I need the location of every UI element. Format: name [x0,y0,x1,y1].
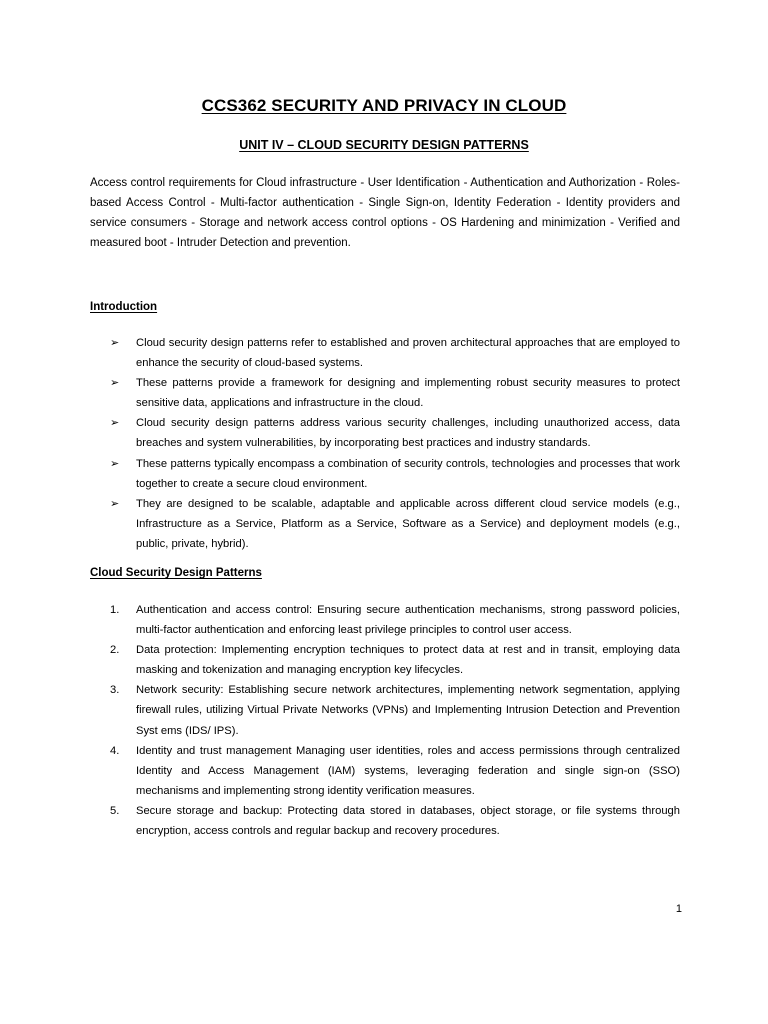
introduction-heading: Introduction [90,301,158,313]
item-number: 1. [110,604,120,616]
arrow-bullet-icon: ➢ [110,337,120,349]
item-number: 5. [110,804,120,817]
bullet-text: These patterns provide a framework for designing and implementing robust security measures to protect sensitive data, applications and infrastructure in the cloud. [136,377,680,410]
item-number: 2. [110,644,120,657]
item-text: Network security: Establishing secure network architectures, implementing network segmentation, applying firewall rules, utilizing Virtual Private Networks (VPNs) and Implementing Intrusion Detection and Prevention Syst ems (IDS/ IPS). [136,684,680,737]
item-number: 4. [110,744,120,757]
introduction-bullet-list [90,333,680,554]
bullet-text: These patterns typically encompass a combination of security controls, technologies and processes that work together to create a secure cloud environment. [136,457,680,490]
item-text: Data protection: Implementing encryption techniques to protect data at rest and in transit, employing data masking and tokenization and managing encryption key lifecycles. [136,644,680,677]
bullet-text: Cloud security design patterns address various security challenges, including unauthorized access, data breaches and system vulnerabilities, by incorporating best practices and industry standards. [136,417,680,450]
list-item [90,333,680,373]
list-item [90,801,680,841]
bullet-text: They are designed to be scalable, adaptable and applicable across different cloud service models (e.g., Infrastructure as a Service, Platform as a Service, Software as a Service) and deployment models (e.g., public, private, hybrid). [136,497,680,550]
list-item [90,373,680,413]
list-item [90,680,680,740]
bullet-text: Cloud security design patterns refer to established and proven architectural approaches that are employed to enhance the security of cloud-based systems. [136,337,680,370]
item-text: Secure storage and backup: Protecting data stored in databases, object storage, or file systems through encryption, access controls and regular backup and recovery procedures. [136,804,680,838]
unit-subtitle: UNIT IV – CLOUD SECURITY DESIGN PATTERNS [239,138,529,152]
arrow-bullet-icon: ➢ [110,377,120,390]
item-text: Authentication and access control: Ensuring secure authentication mechanisms, strong password policies, multi-factor authentication and enforcing least privilege principles to control user access. [136,604,680,637]
arrow-bullet-icon: ➢ [110,457,120,470]
item-text: Identity and trust management Managing user identities, roles and access permissions through centralized Identity and Access Management (IAM) systems, leveraging federation and single sign-on (SSO) mechanisms and implementing strong identity verification measures. [136,744,680,797]
document-title: CCS362 SECURITY AND PRIVACY IN CLOUD [201,96,567,115]
list-item [90,741,680,801]
list-item [90,494,680,554]
arrow-bullet-icon: ➢ [110,417,120,430]
list-item [90,640,680,680]
list-item [90,413,680,453]
arrow-bullet-icon: ➢ [110,497,120,510]
patterns-heading: Cloud Security Design Patterns [90,567,262,579]
syllabus-paragraph: Access control requirements for Cloud infrastructure - User Identification - Authentication and Authorization - Roles-based Access Control - Multi-factor authentication - Single Sign-on, Identity Federation - Identity providers and service consumers - Storage and network access control options - OS Hardening and minimization - Verified and measured boot - Intruder Detection and prevention. [90,177,680,250]
patterns-numbered-list [90,600,680,841]
list-item [90,454,680,494]
list-item [90,600,680,640]
item-number: 3. [110,684,120,697]
page-number: 1 [675,903,682,915]
